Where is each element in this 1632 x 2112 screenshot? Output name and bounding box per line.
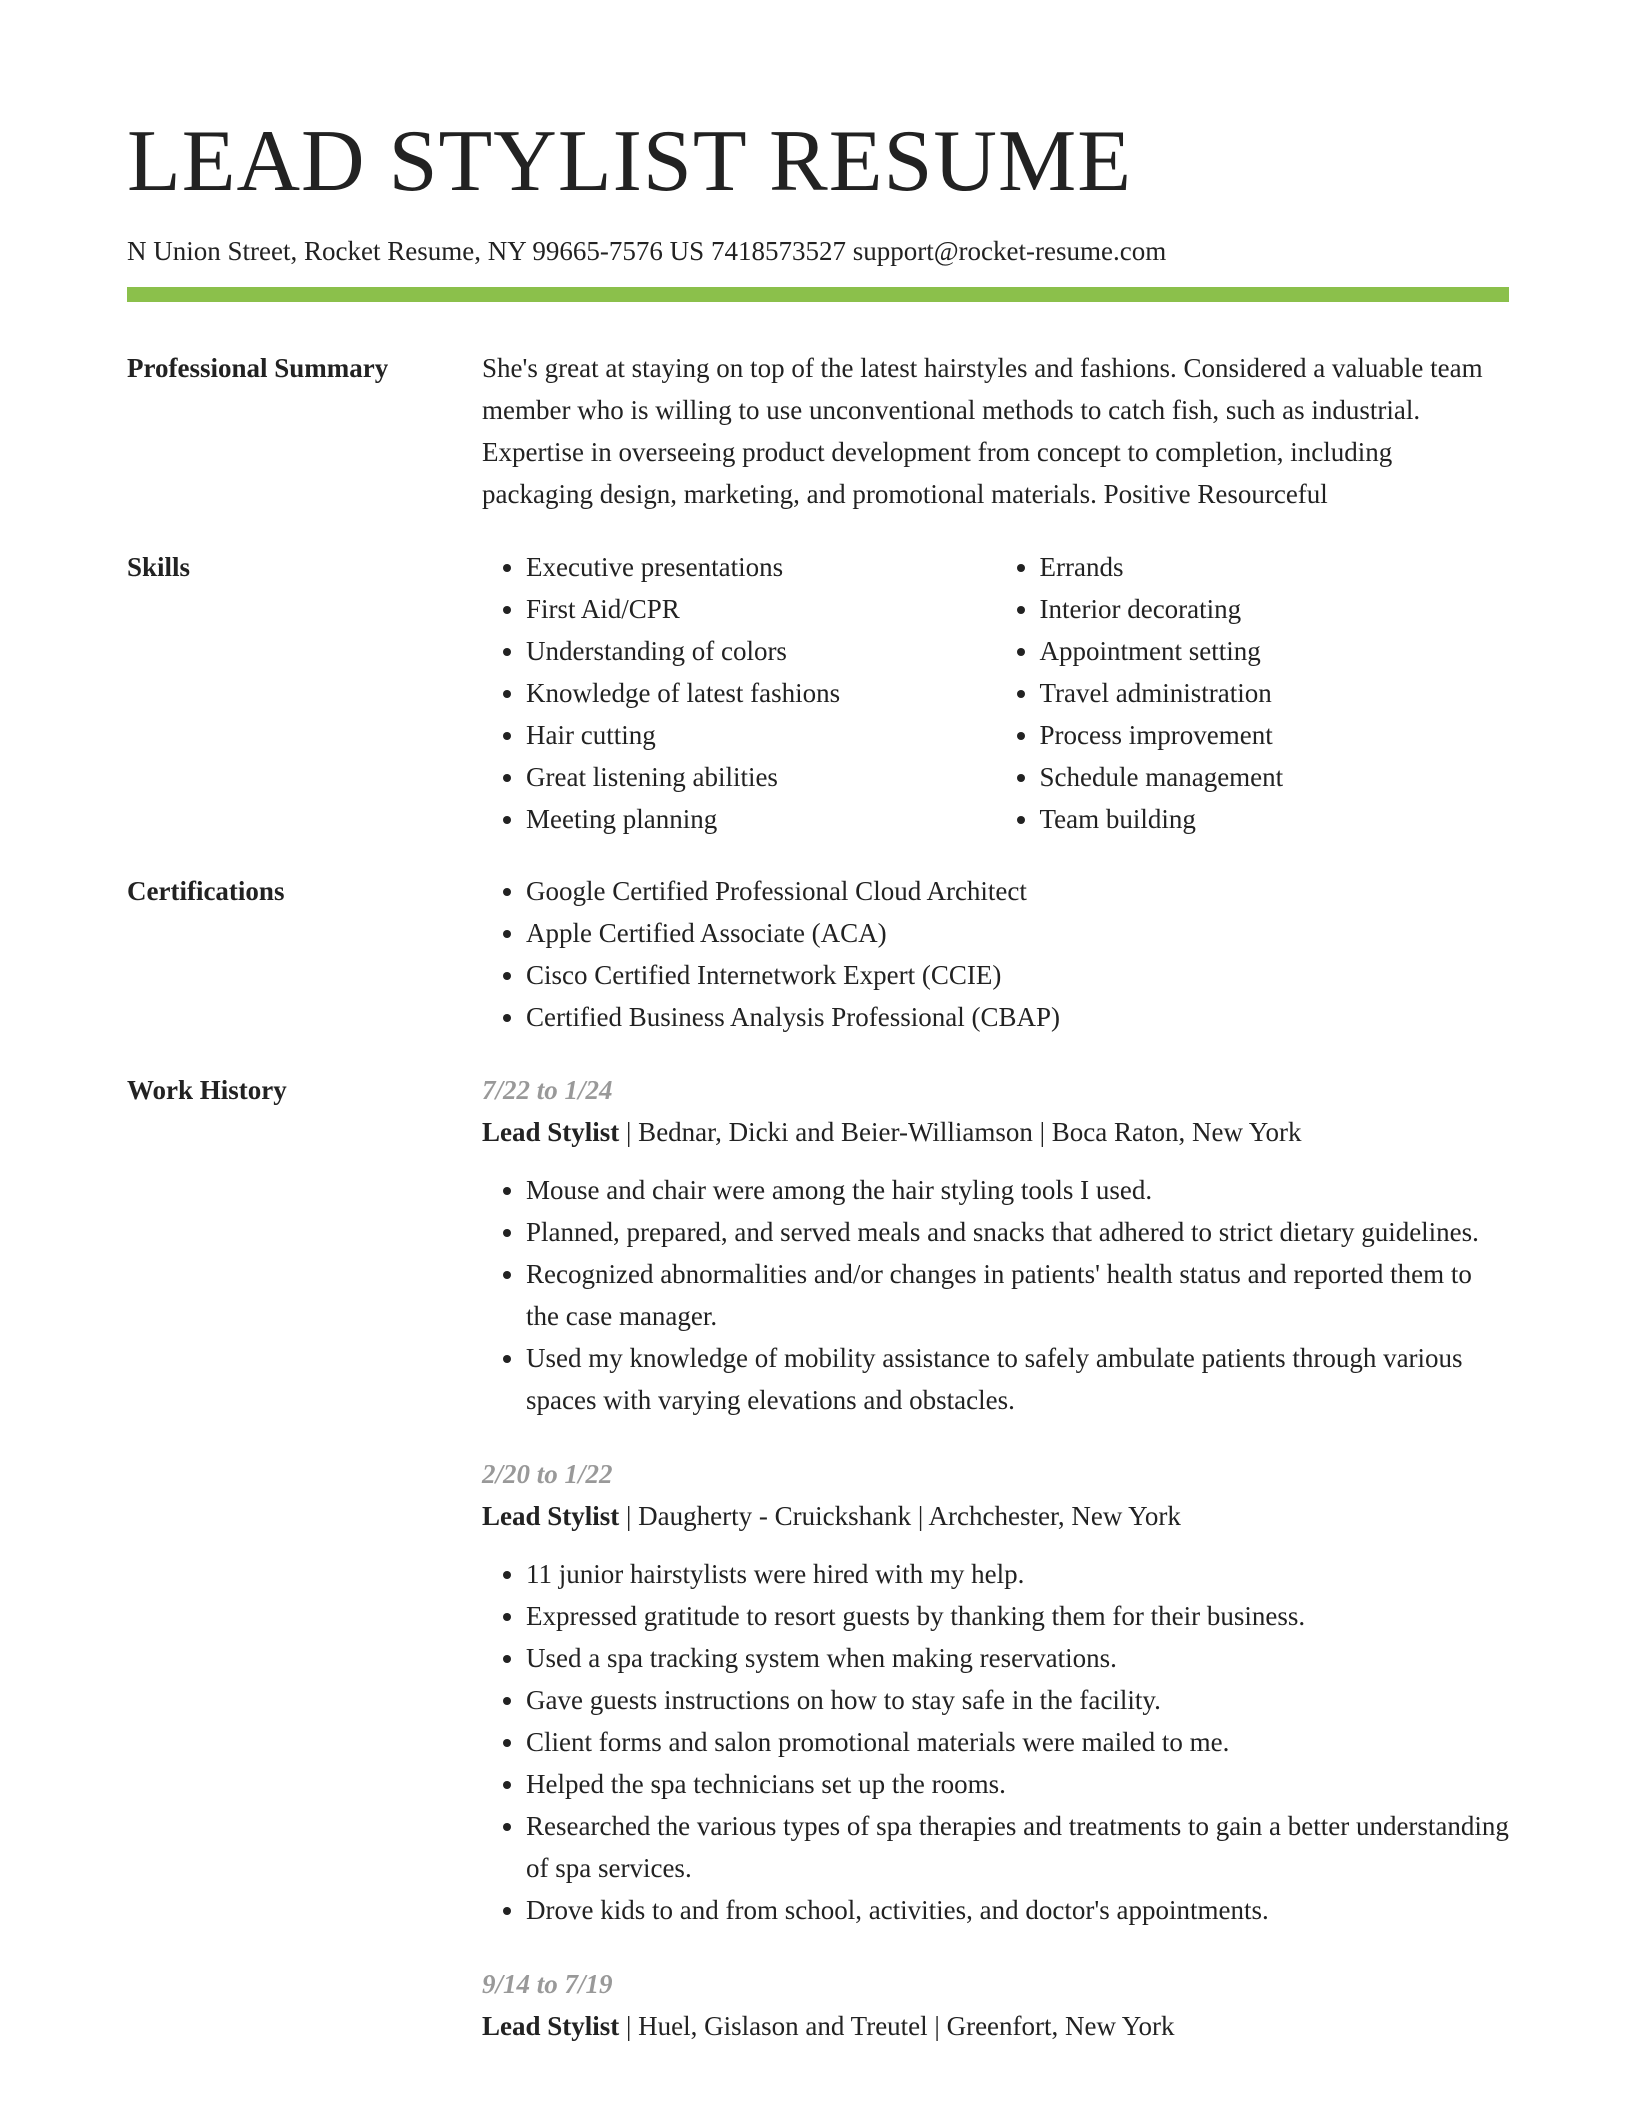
summary-body xyxy=(482,347,1509,515)
header-divider xyxy=(127,287,1509,302)
job-title: Lead Stylist xyxy=(482,1501,620,1531)
skills-label: Skills xyxy=(127,552,191,582)
job-dates: 9/14 to 7/19 xyxy=(482,1969,613,1999)
job-employer-location: | Huel, Gislason and Treutel | Greenfort, New York xyxy=(619,2011,1175,2041)
job-employer-location: | Bednar, Dicki and Beier-Williamson | Boca Raton, New York xyxy=(619,1117,1302,1147)
certifications-label: Certifications xyxy=(127,876,285,906)
job-bullet: • Mouse and chair were among the hair styling tools I used. xyxy=(526,1169,1509,1211)
job-title: Lead Stylist xyxy=(482,2011,620,2041)
job-heading xyxy=(482,2005,1509,2047)
job-entry xyxy=(482,1963,1509,2047)
job-bullet: • Drove kids to and from school, activities, and doctor's appointments. xyxy=(526,1889,1509,1931)
skill-item: • Interior decorating xyxy=(1040,588,1510,630)
skills-list-left xyxy=(482,546,996,840)
certification-item: • Certified Business Analysis Professional (CBAP) xyxy=(526,996,1509,1038)
summary-label: Professional Summary xyxy=(127,353,389,383)
skill-item: • Process improvement xyxy=(1040,714,1510,756)
job-bullets xyxy=(482,1553,1509,1931)
job-bullets xyxy=(482,1169,1509,1421)
certification-item: • Cisco Certified Internetwork Expert (CCIE) xyxy=(526,954,1509,996)
skill-item: • Hair cutting xyxy=(526,714,996,756)
skill-item: • Meeting planning xyxy=(526,798,996,840)
certification-item: • Google Certified Professional Cloud Architect xyxy=(526,870,1509,912)
job-bullet: • Gave guests instructions on how to stay safe in the facility. xyxy=(526,1679,1509,1721)
job-bullet: • Used a spa tracking system when making reservations. xyxy=(526,1637,1509,1679)
certifications-body xyxy=(482,870,1509,1038)
work-history-body xyxy=(482,1069,1509,2079)
job-bullet: • Expressed gratitude to resort guests by thanking them for their business. xyxy=(526,1595,1509,1637)
skills-columns xyxy=(482,546,1509,840)
job-employer-location: | Daugherty - Cruickshank | Archchester, New York xyxy=(619,1501,1181,1531)
work-history-label: Work History xyxy=(127,1075,287,1105)
skill-item: • Understanding of colors xyxy=(526,630,996,672)
certifications-list xyxy=(482,870,1509,1038)
skill-item: • Travel administration xyxy=(1040,672,1510,714)
job-bullet: • Planned, prepared, and served meals and snacks that adhered to strict dietary guidelines. xyxy=(526,1211,1509,1253)
job-dates: 2/20 to 1/22 xyxy=(482,1459,613,1489)
job-bullet: • Researched the various types of spa therapies and treatments to gain a better understanding of spa services. xyxy=(526,1805,1509,1889)
skill-item: • Appointment setting xyxy=(1040,630,1510,672)
job-entry xyxy=(482,1069,1509,1421)
skills-list-right xyxy=(996,546,1510,840)
skill-item: • First Aid/CPR xyxy=(526,588,996,630)
contact-line: N Union Street, Rocket Resume, NY 99665-7576 US 7418573527 support@rocket-resume.com xyxy=(127,236,1167,266)
skill-item: • Team building xyxy=(1040,798,1510,840)
resume-title: LEAD STYLIST RESUME xyxy=(127,113,1132,210)
job-heading xyxy=(482,1495,1509,1537)
certification-item: • Apple Certified Associate (ACA) xyxy=(526,912,1509,954)
skill-item: • Executive presentations xyxy=(526,546,996,588)
summary-text: She's great at staying on top of the latest hairstyles and fashions. Considered a valuable team member who is willing to use unconventional methods to catch fish, such as industrial. Expertise in overseeing product development from concept to completion, including packaging design, marketing, and promotional materials. Positive Resourceful xyxy=(482,353,1483,509)
skill-item: • Knowledge of latest fashions xyxy=(526,672,996,714)
job-bullet: • Recognized abnormalities and/or changes in patients' health status and reported them to the case manager. xyxy=(526,1253,1509,1337)
job-dates: 7/22 to 1/24 xyxy=(482,1075,613,1105)
job-bullet: • Client forms and salon promotional materials were mailed to me. xyxy=(526,1721,1509,1763)
job-entry xyxy=(482,1453,1509,1931)
job-bullet: • Used my knowledge of mobility assistance to safely ambulate patients through various spaces with varying elevations and obstacles. xyxy=(526,1337,1509,1421)
job-title: Lead Stylist xyxy=(482,1117,620,1147)
skills-body xyxy=(482,546,1509,840)
skill-item: • Great listening abilities xyxy=(526,756,996,798)
job-bullet: • 11 junior hairstylists were hired with my help. xyxy=(526,1553,1509,1595)
skill-item: • Schedule management xyxy=(1040,756,1510,798)
skill-item: • Errands xyxy=(1040,546,1510,588)
job-heading xyxy=(482,1111,1509,1153)
job-bullet: • Helped the spa technicians set up the rooms. xyxy=(526,1763,1509,1805)
